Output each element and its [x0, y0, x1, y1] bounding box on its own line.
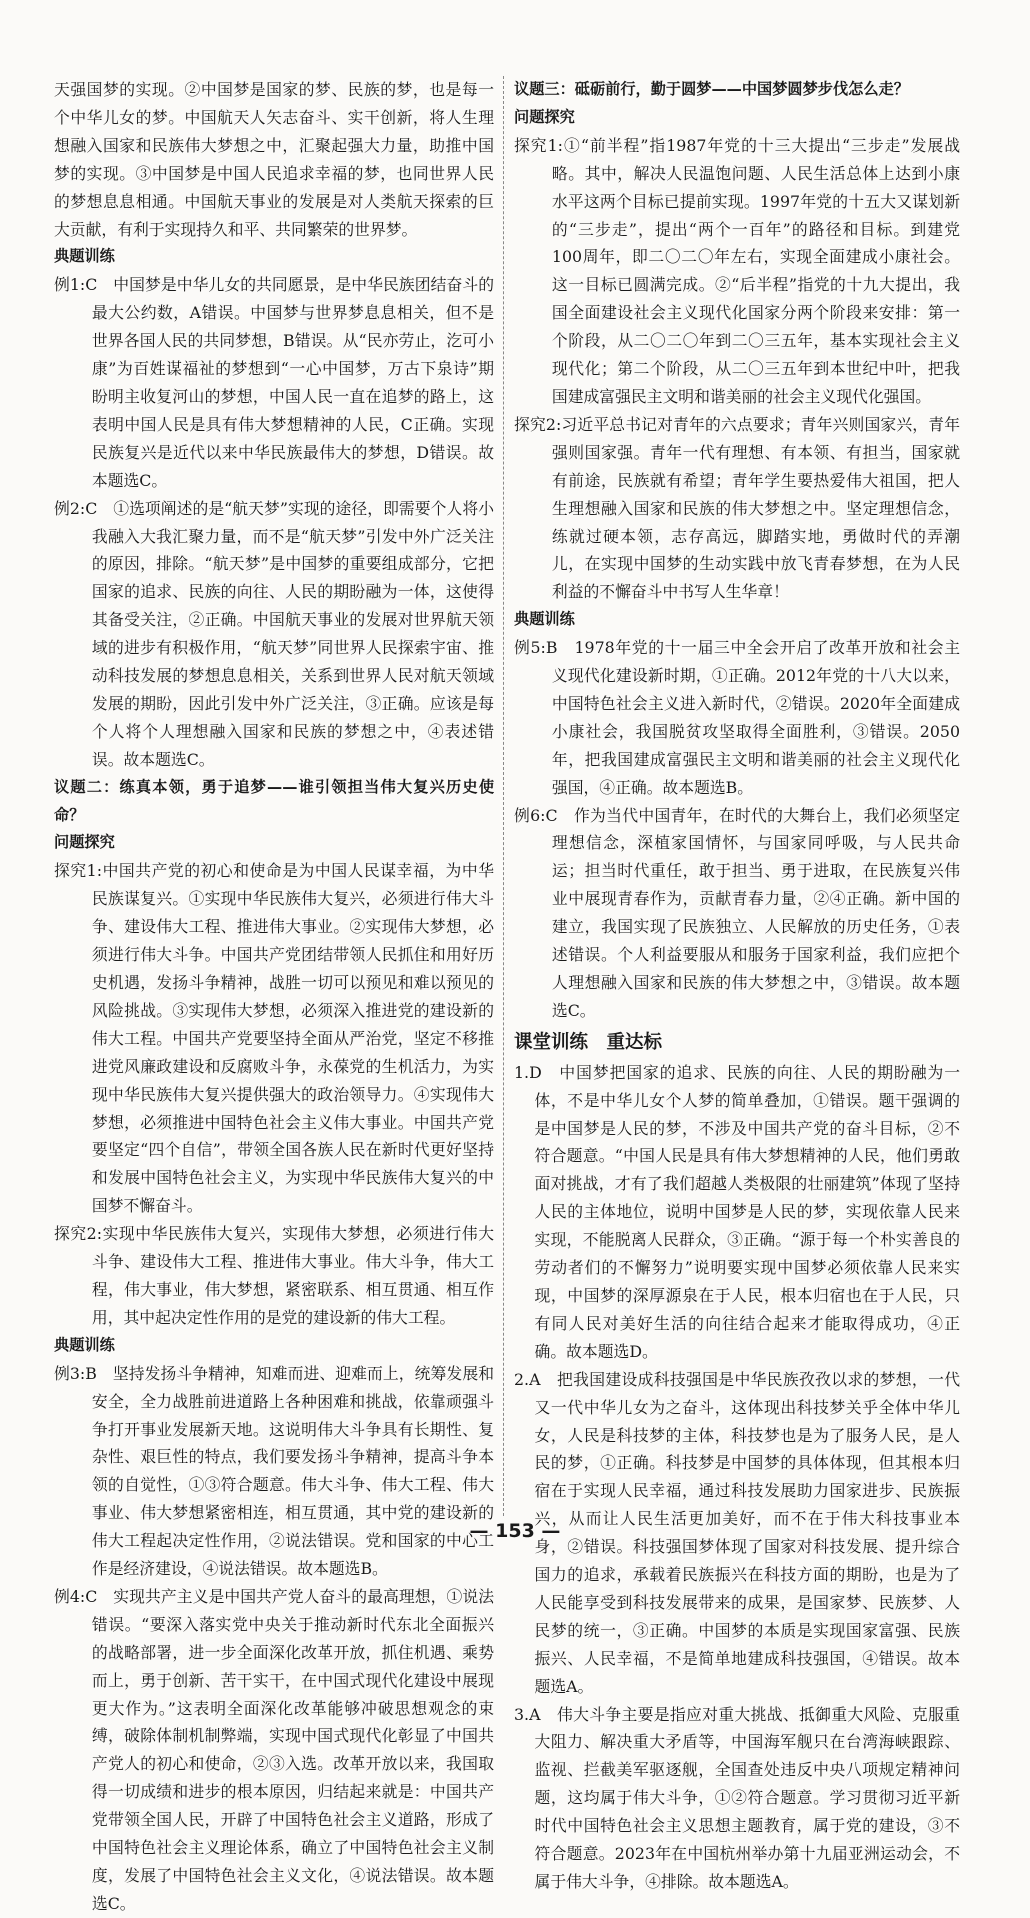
- section-heading-typical-training: 典题训练: [54, 247, 115, 266]
- column-divider: [503, 76, 504, 1516]
- answer-3: 3.A 伟大斗争主要是指应对重大挑战、抵御重大风险、克服重大阻力、解决重大矛盾等，中国海军舰只在台湾海峡跟踪、监视、拦截美军驱逐舰，全国查处违反中央八项规定精神问题，这均属于伟大斗争，①②符合题意。学习贯彻习近平新时代中国特色社会主义思想主题教育，属于党的建设，③不符合题意。2023年在中国杭州举办第十九届亚洲运动会，不属于伟大斗争，④排除。故本题选A。: [514, 1704, 960, 1891]
- answer-1: 1.D 中国梦把国家的追求、民族的向往、人民的期盼融为一体，不是中华儿女个人梦的简单叠加，①错误。题干强调的是中国梦是人民的梦，不涉及中国共产党的奋斗目标，②不符合题意。“中国人民是具有伟大梦想精神的人民，他们勇敢面对挑战，才有了我们超越人类极限的壮丽建筑”体现了坚持人民的主体地位，说明中国梦是人民的梦，实现依靠人民来实现，不能脱离人民群众，③正确。“源于每一个朴实善良的劳动者们的不懈努力”说明要实现中国梦必须依靠人民来实现，中国梦的深厚源泉在于人民，根本归宿也在于人民，只有同人民对美好生活的向往结合起来才能取得成功，④正确。故本题选D。: [514, 1062, 960, 1361]
- example-3: 例3:B 坚持发扬斗争精神，知难而进、迎难而上，统筹发展和安全，全力战胜前进道路上各种困难和挑战，依靠顽强斗争打开事业发展新天地。这说明伟大斗争具有长期性、复杂性、艰巨性的特点，我们要发扬斗争精神，提高斗争本领的自觉性，①③符合题意。伟大斗争、伟大工程、伟大事业、伟大梦想紧密相连，相互贯通，其中党的建设新的伟大工程起决定性作用，②说法错误。党和国家的中心工作是经济建设，④说法错误。故本题选B。: [54, 1363, 494, 1579]
- classroom-training-heading: 课堂训练 重达标: [514, 1031, 663, 1053]
- inquiry-2: 探究2:习近平总书记对青年的六点要求；青年兴则国家兴，青年强则国家强。青年一代有理想、有本领、有担当，国家就有前途，民族就有希望；青年学生要热爱伟大祖国，把人生理想融入国家和民族的伟大梦想之中。坚定理想信念，练就过硬本领，志存高远，脚踏实地，勇做时代的弄潮儿，在实现中国梦的生动实践中放飞青春梦想，在为人民利益的不懈奋斗中书写人生华章！: [514, 414, 960, 602]
- section-heading-typical-training: 典题训练: [54, 1335, 115, 1354]
- paragraph-intro: 天强国梦的实现。②中国梦是国家的梦、民族的梦，也是每一个中华儿女的梦。中国航天人矢志奋斗、实干创新，将人生理想融入国家和民族伟大梦想之中，汇聚起强大力量，助推中国梦的实现。③中国梦是中国人民追求幸福的梦，也同世界人民的梦想息息相通。中国航天事业的发展是对人类航天探索的巨大贡献，有利于实现持久和平、共同繁荣的世界梦。: [54, 80, 494, 239]
- topic-3-heading: 议题三：砥砺前行，勤于圆梦——中国梦圆梦步伐怎么走？: [514, 80, 909, 98]
- section-heading-problem-inquiry: 问题探究: [514, 107, 575, 126]
- inquiry-1: 探究1:①“前半程”指1987年党的十三大提出“三步走”发展战略。其中，解决人民温饱问题、人民生活总体上达到小康水平这两个目标已提前实现。1997年党的十五大又谋划新的“三步走”，提出“两个一百年”的路径和目标。到建党100周年，即二〇二〇年左右，实现全面建成小康社会。这一目标已圆满完成。②“后半程”指党的十九大提出，我国全面建设社会主义现代化国家分两个阶段来安排：第一个阶段，从二〇二〇年到二〇三五年，基本实现社会主义现代化；第二个阶段，从二〇三五年到本世纪中叶，把我国建成富强民主文明和谐美丽的社会主义现代化强国。: [514, 135, 960, 406]
- answer-2: 2.A 把我国建设成科技强国是中华民族孜孜以求的梦想，一代又一代中华儿女为之奋斗，这体现出科技梦关乎全体中华儿女，人民是科技梦的主体，科技梦也是为了服务人民，是人民的梦，①正确。科技梦是中国梦的具体体现，但其根本归宿在于实现人民幸福，通过科技发展助力国家进步、民族振兴，从而让人民生活更加美好，而不在于伟大科技事业本身，②错误。科技强国梦体现了国家对科技发展、提升综合国力的追求，承载着民族振兴在科技方面的期盼，也是为了人民能享受到科技发展带来的成果，是国家梦、民族梦、人民梦的统一，③正确。中国梦的本质是实现国家富强、民族振兴、人民幸福，不是简单地建成科技强国，④错误。故本题选A。: [514, 1369, 960, 1696]
- inquiry-1: 探究1:中国共产党的初心和使命是为中国人民谋幸福，为中华民族谋复兴。①实现中华民族伟大复兴，必须进行伟大斗争、建设伟大工程、推进伟大事业。②实现伟大梦想，必须进行伟大斗争。中国共产党团结带领人民抓住和用好历史机遇，发扬斗争精神，战胜一切可以预见和难以预见的风险挑战。③实现伟大梦想，必须深入推进党的建设新的伟大工程。中国共产党要坚持全面从严治党，坚定不移推进党风廉政建设和反腐败斗争，永葆党的生机活力，为实现中华民族伟大复兴提供强大的政治领导力。④实现伟大梦想，必须推进中国特色社会主义伟大事业。中国共产党要坚定“四个自信”，带领全国各族人民在新时代更好坚持和发展中国特色社会主义，为实现中华民族伟大复兴的中国梦不懈奋斗。: [54, 861, 494, 1216]
- section-heading-problem-inquiry: 问题探究: [54, 833, 115, 852]
- right-column: [514, 76, 960, 1896]
- example-2: 例2:C ①选项阐述的是“航天梦”实现的途径，即需要个人将小我融入大我汇聚力量，而不是“航天梦”引发中外广泛关注的原因，排除。“航天梦”是中国梦的重要组成部分，它把国家的追求、民族的向往、人民的期盼融为一体，这使得其备受关注，②正确。中国航天事业的发展对世界航天领域的进步有积极作用，“航天梦”同世界人民探索宇宙、推动科技发展的梦想息息相关，关系到世界人民对航天领域发展的期盼，因此引发中外广泛关注，③正确。应该是每个人将个人理想融入国家和民族的梦想之中，④表述错误。故本题选C。: [54, 498, 494, 769]
- page-number: — 153 —: [469, 1520, 561, 1542]
- example-6: 例6:C 作为当代中国青年，在时代的大舞台上，我们必须坚定理想信念，深植家国情怀，与国家同呼吸，与人民共命运；担当时代重任，敢于担当、勇于进取，在民族复兴伟业中展现青春作为，贡献青春力量，②④正确。新中国的建立，我国实现了民族独立、人民解放的历史任务，①表述错误。个人利益要服从和服务于国家利益，我们应把个人理想融入国家和民族的伟大梦想之中，③错误。故本题选C。: [514, 805, 960, 1020]
- example-5: 例5:B 1978年党的十一届三中全会开启了改革开放和社会主义现代化建设新时期，①正确。2012年党的十八大以来，中国特色社会主义进入新时代，②错误。2020年全面建成小康社会，我国脱贫攻坚取得全面胜利，③错误。2050年，把我国建成富强民主文明和谐美丽的社会主义现代化强国，④正确。故本题选B。: [514, 638, 960, 797]
- inquiry-2: 探究2:实现中华民族伟大复兴，实现伟大梦想，必须进行伟大斗争、建设伟大工程、推进伟大事业。伟大斗争，伟大工程，伟大事业，伟大梦想，紧密联系、相互贯通、相互作用，其中起决定性作用的是党的建设新的伟大工程。: [54, 1224, 494, 1327]
- example-4: 例4:C 实现共产主义是中国共产党人奋斗的最高理想，①说法错误。“要深入落实党中央关于推动新时代东北全面振兴的战略部署，进一步全面深化改革开放，抓住机遇、乘势而上，勇于创新、苦干实干，在中国式现代化建设中展现更大作为。”这表明全面深化改革能够冲破思想观念的束缚，破除体制机制弊端，实现中国式现代化彰显了中国共产党人的初心和使命，②③入选。改革开放以来，我国取得一切成绩和进步的根本原因，归结起来就是：中国共产党带领全国人民，开辟了中国特色社会主义道路，形成了中国特色社会主义理论体系，确立了中国特色社会主义制度，发展了中国特色社会主义文化，④说法错误。故本题选C。: [54, 1586, 494, 1913]
- topic-2-heading: 议题二：练真本领，勇于追梦——谁引领担当伟大复兴历史使命？: [54, 777, 494, 824]
- section-heading-typical-training: 典题训练: [514, 610, 575, 629]
- left-column: [54, 76, 494, 1918]
- example-1: 例1:C 中国梦是中华儿女的共同愿景，是中华民族团结奋斗的最大公约数，A错误。中国梦与世界梦息息相关，但不是世界各国人民的共同梦想，B错误。从“民亦劳止，汔可小康”为百姓谋福祉的梦想到“一心中国梦，万古下泉诗”期盼明主收复河山的梦想，中国人民一直在追梦的路上，这表明中国人民是具有伟大梦想精神的人民，C正确。实现民族复兴是近代以来中华民族最伟大的梦想，D错误。故本题选C。: [54, 275, 494, 490]
